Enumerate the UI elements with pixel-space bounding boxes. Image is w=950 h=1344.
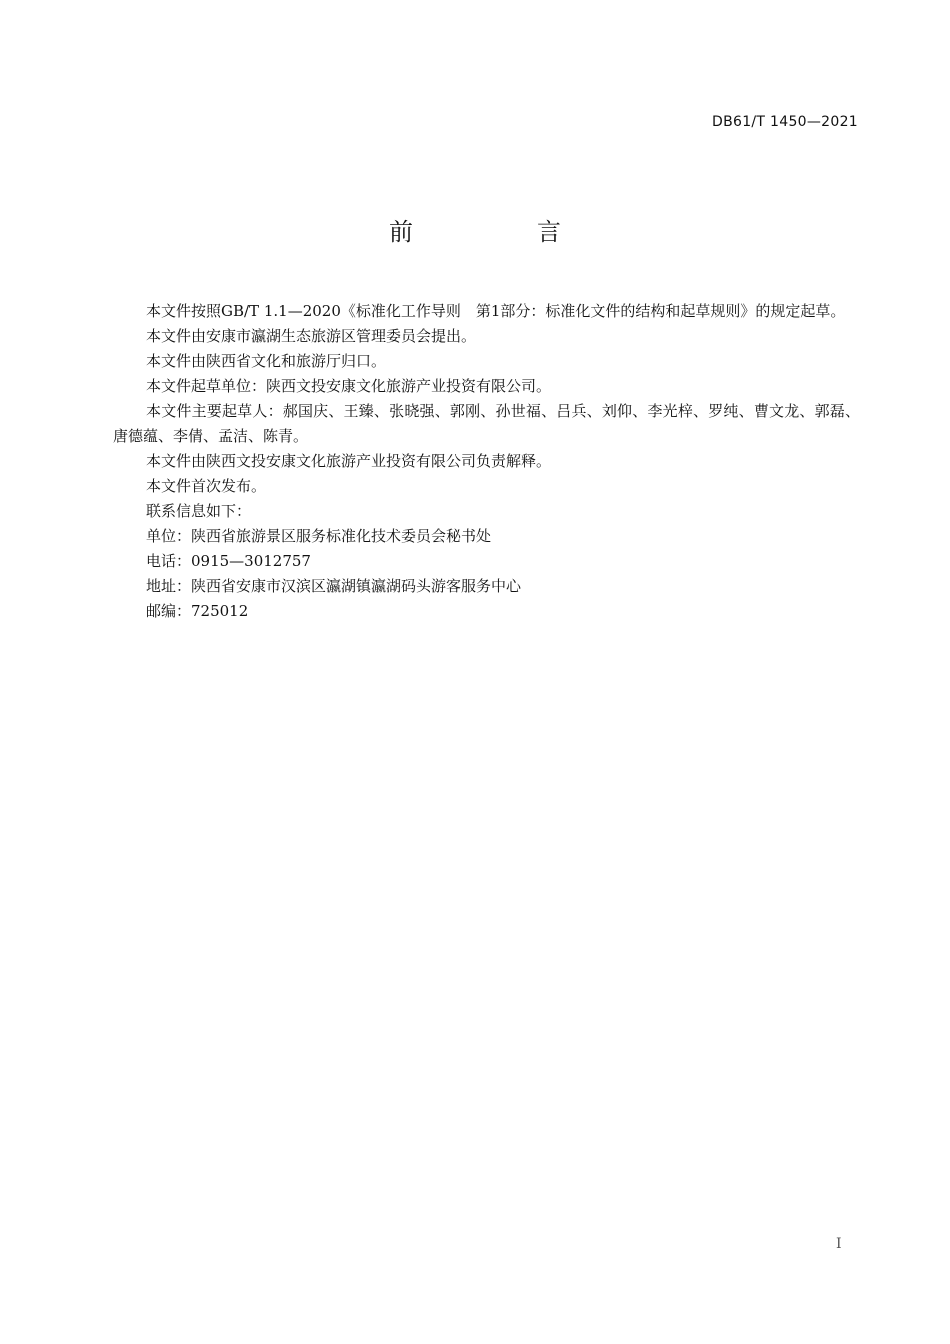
paragraph-drafting-rules: 本文件按照GB/T 1.1—2020《标准化工作导则 第1部分：标准化文件的结构和起草规则》的规定起草。 — [146, 302, 846, 320]
paragraph-proposer: 本文件由安康市瀛湖生态旅游区管理委员会提出。 — [146, 327, 477, 345]
paragraph-drafting-unit: 本文件起草单位：陕西文投安康文化旅游产业投资有限公司。 — [146, 377, 552, 395]
paragraph-contact-intro: 联系信息如下： — [146, 502, 252, 520]
page-title: 前 言 — [389, 218, 611, 246]
paragraph-first-release: 本文件首次发布。 — [146, 477, 267, 495]
paragraph-contact-postcode: 邮编：725012 — [146, 602, 249, 620]
standard-code: DB61/T 1450—2021 — [712, 114, 858, 130]
foreword-body — [113, 299, 860, 624]
paragraph-contact-address: 地址：陕西省安康市汉滨区瀛湖镇瀛湖码头游客服务中心 — [146, 577, 522, 595]
paragraph-main-drafters: 本文件主要起草人：郝国庆、王臻、张晓强、郭刚、孙世福、吕兵、刘仰、李光梓、罗纯、曹文龙、郭磊、唐德蕴、李倩、孟洁、陈青。 — [113, 402, 860, 445]
paragraph-contact-phone: 电话：0915—3012757 — [146, 552, 311, 570]
paragraph-contact-unit: 单位：陕西省旅游景区服务标准化技术委员会秘书处 — [146, 527, 492, 545]
paragraph-interpretation: 本文件由陕西文投安康文化旅游产业投资有限公司负责解释。 — [146, 452, 552, 470]
paragraph-centralized-unit: 本文件由陕西省文化和旅游厅归口。 — [146, 352, 387, 370]
page-number: I — [836, 1236, 842, 1252]
